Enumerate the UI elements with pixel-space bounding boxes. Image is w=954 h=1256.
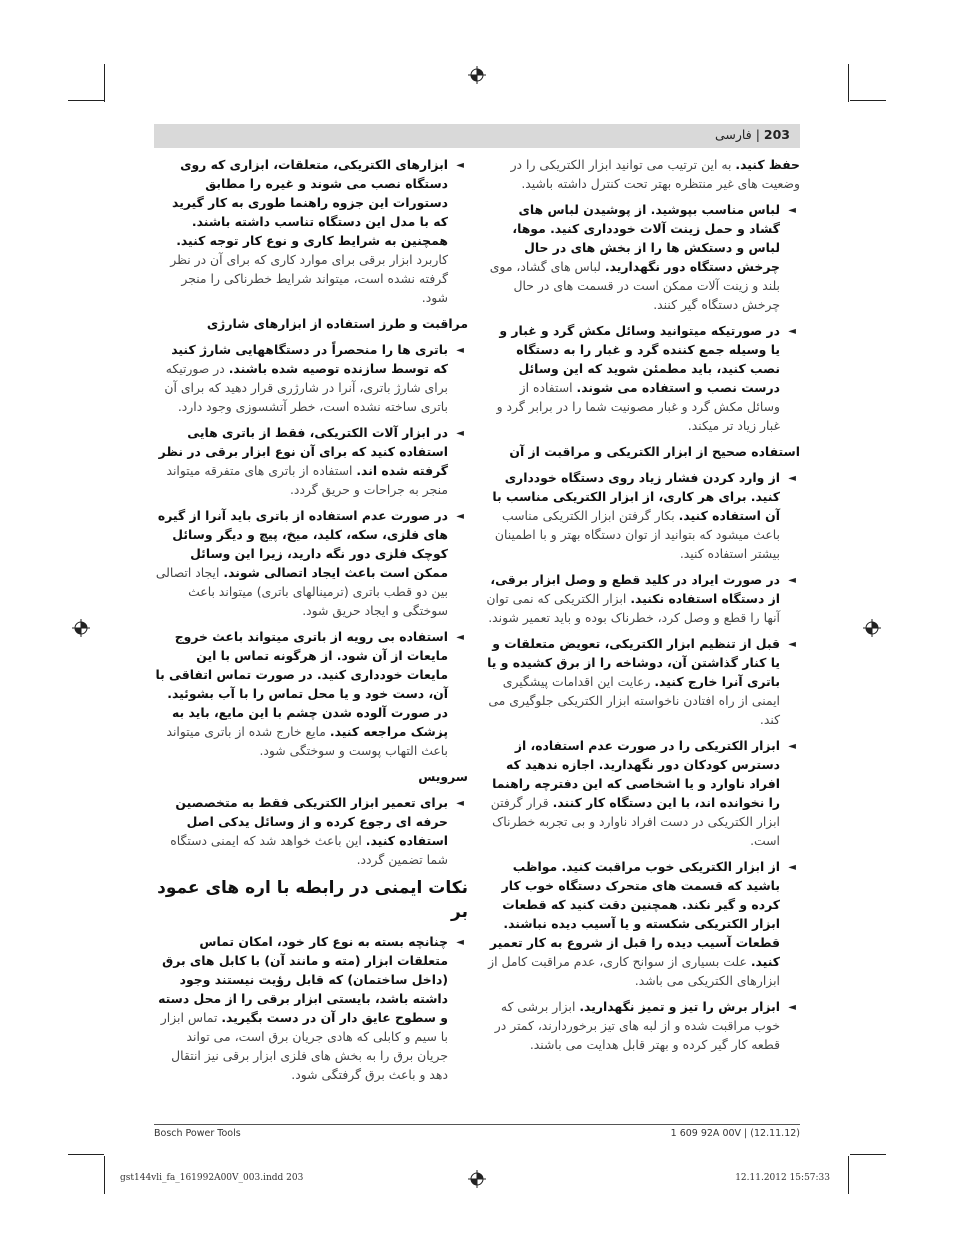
item-normal: کاربرد ابزار برقی برای موارد کاری که برای آن در نظر گرفته نشده است، میتواند شرایط خطرناکی را منجر شود. — [170, 252, 448, 305]
safety-item — [486, 570, 800, 627]
item-normal: تماس ابزار با سیم و کابلی که هادی جریان برق است، می تواند جریان برق را به بخش های فلزی ابزار برقی نیز انتقال دهد و باعث برق گرفتگی شود. — [160, 1010, 448, 1082]
bullet-triangle-icon: ◄ — [788, 1002, 796, 1013]
safety-item — [486, 321, 800, 435]
safety-item — [486, 200, 800, 314]
crop-mark — [848, 64, 849, 102]
intro-paragraph — [486, 155, 800, 193]
item-bold: استفاده بی رویه از باتری میتواند باعث خروج مایعات از آن شود. از هرگونه تماس با این مایعات خودداری کنید. در صورت تماس اتفاقی با آن، دست خود و یا محل تماس را با آب بشوئید. در صورت آلوده شدن چشم با این مایع، باید به پزشک مراجعه کنید. — [155, 629, 448, 739]
item-normal: بکار گرفتن ابزار الکتریکی مناسب باعث میشود که بتوانید از توان دستگاه بهتر و با اطمینان بیشتر استفاده کنید. — [494, 508, 780, 561]
header-separator: | — [755, 127, 760, 142]
item-bold: ابزار برش را تیز و تمیز نگهدارید. — [579, 999, 780, 1014]
item-bold: باتری ها را منحصراً در دستگاههایی شارژ کنید که توسط سازنده توصیه شده باشند. — [171, 342, 448, 376]
bullet-triangle-icon: ◄ — [456, 511, 464, 522]
registration-mark-icon — [863, 619, 881, 637]
item-normal: ابزار الکتریکی که نمی توان آنها را قطع و وصل کرد، خطرناک بوده و باید تعمیر شوند. — [486, 591, 780, 625]
section-title: نکات ایمنی در رابطه با اره های عمود بر — [157, 878, 468, 922]
crop-mark — [104, 1156, 105, 1194]
footer-rule — [154, 1124, 800, 1125]
page-number: 203 — [763, 127, 790, 142]
item-bold: چنانچه بسته به نوع کار خود، امکان تماس متعلقات ابزار (مته و مانند آن) با کابل های برق (داخل ساختمان) که قابل رؤیت نیستند وجود داشته باشد، بایستی ابزار برقی را از محل دسته و سطوح عایق دار آن در دست بگیرید. — [158, 934, 448, 1025]
item-normal: استفاده از باتری های متفرقه میتواند منجر به جراحات و حریق گردد. — [166, 463, 448, 497]
crop-mark — [850, 100, 886, 101]
item-bold: لباس مناسب بپوشید. از پوشیدن لباس های گشاد و حمل زینت آلات خودداری کنید. موها، لباس و دستکش ها را از بخش های در حال چرخش دستگاه دور نگهدارید. — [512, 202, 780, 274]
item-bold: ابزار الکتریکی را در صورت عدم استفاده، از دسترس کودکان دور نگهدارید. اجازه ندهید که افراد ناوارد و یا اشخاصی که این دفترچه راهنما را نخوانده اند، با این دستگاه کار کنند. — [492, 738, 780, 810]
item-bold: در صورت ایراد در کلید قطع و وصل ابزار برقی، از دستگاه استفاده نکنید. — [490, 572, 780, 606]
subheading-battery: مراقبت و طرز استفاده از ابزارهای شارژی — [206, 316, 468, 331]
item-normal: علت بسیاری از سوانح کاری، عدم مراقبت کامل از ابزارهای الکتریکی می باشد. — [488, 954, 780, 988]
bullet-triangle-icon: ◄ — [456, 632, 464, 643]
bullet-triangle-icon: ◄ — [788, 326, 796, 337]
crop-mark — [68, 1154, 104, 1155]
item-bold: از ابزار الکتریکی خوب مراقبت کنید. مواظب باشید که قسمت های متحرک دستگاه خوب کار کرده و گیر نکند. همچنین دقت کنید که قطعات ابزار الکتریکی شکسته و یا آسیب دیده نباشند. قطعات آسیب دیده را قبل از شروع به کار تعمیر کنید. — [489, 859, 780, 969]
intro-bold: حفظ کنید. — [735, 157, 800, 172]
bullet-triangle-icon: ◄ — [456, 160, 464, 171]
registration-mark-icon — [468, 66, 486, 84]
item-normal: رعایت این اقدامات پیشگیری ایمنی از راه افتادن ناخواسته ابزار الکتریکی جلوگیری می کند. — [488, 674, 780, 727]
registration-mark-icon — [468, 1170, 486, 1188]
safety-item — [154, 423, 468, 499]
safety-item — [154, 932, 468, 1084]
item-bold: برای تعمیر ابزار الکتریکی فقط به متخصصین حرفه ای رجوع کرده و از وسائل یدکی اصل استفاده کنید. — [175, 795, 448, 848]
safety-item — [154, 793, 468, 869]
slug-datetime: 12.11.2012 15:57:33 — [735, 1173, 830, 1183]
footer-doc-code: 1 609 92A 00V | (12.11.12) — [670, 1128, 800, 1139]
registration-mark-icon — [72, 619, 90, 637]
item-bold: در صورتیکه میتوانید وسائل مکش گرد و غبار و یا وسیله جمع کننده گرد و غبار را به دستگاه نصب کنید، باید مطمئن شوید که این وسائل درست نصب و استفاده می شوند. — [499, 323, 780, 395]
footer-brand: Bosch Power Tools — [154, 1128, 241, 1139]
item-bold: از وارد کردن فشار زیاد روی دستگاه خودداری کنید. برای هر کاری، از ابزار الکتریکی مناسب با آن استفاده کنید. — [492, 470, 780, 523]
subheading-service: سرویس — [418, 769, 468, 784]
bullet-triangle-icon: ◄ — [788, 639, 796, 650]
page-header — [154, 124, 800, 148]
safety-item — [486, 736, 800, 850]
crop-mark — [104, 64, 105, 102]
item-bold: ابزارهای الکتریکی، متعلقات، ابزاری که روی دستگاه نصب می شوند و غیره را مطابق دستورات این جزوه راهنما طوری به کار گیرید که با مدل این دستگاه تناسب داشته باشند. همچنین به شرایط کاری و نوع کار توجه کنید. — [172, 157, 448, 248]
bullet-triangle-icon: ◄ — [456, 428, 464, 439]
item-normal: در صورتیکه برای شارژ باتری، آنرا در شارژری قرار دهید که برای آن باتری ساخته نشده است، خطر آتشسوزی وجود دارد. — [164, 361, 448, 414]
bullet-triangle-icon: ◄ — [788, 575, 796, 586]
bullet-triangle-icon: ◄ — [788, 473, 796, 484]
safety-item — [154, 506, 468, 620]
item-normal: لباس های گشاد، موی بلند و زینت آلات ممکن است در قسمت های در حال چرخش دستگاه گیر کنند. — [489, 259, 780, 312]
bullet-triangle-icon: ◄ — [456, 937, 464, 948]
item-normal: استفاده از وسائل مکش گرد و غبار مصونیت شما را در برابر گرد و غبار زیاد تر میکند. — [496, 380, 780, 433]
bullet-triangle-icon: ◄ — [456, 345, 464, 356]
right-column — [486, 155, 800, 1061]
safety-item — [154, 155, 468, 307]
bullet-triangle-icon: ◄ — [788, 741, 796, 752]
safety-item — [154, 627, 468, 760]
bullet-triangle-icon: ◄ — [788, 862, 796, 873]
crop-mark — [68, 100, 104, 101]
item-normal: مایع خارج شده از باتری میتواند باعث التهاب پوست و سوختگی شود. — [166, 724, 448, 758]
item-bold: قبل از تنظیم ابزار الکتریکی، تعویض متعلقات و یا کنار گذاشتن آن، دوشاخه را از برق کشیده و یا باتری آنرا خارج کنید. — [487, 636, 780, 689]
header-language: فارسی — [715, 127, 752, 142]
crop-mark — [848, 1156, 849, 1194]
left-column — [154, 155, 468, 1091]
item-normal: قرار گرفتن ابزار الکتریکی در دست افراد ناوارد و بی تجربه خطرناک است. — [490, 795, 780, 848]
item-bold: در صورت عدم استفاده از باتری باید آنرا از گیره های فلزی، سکه، کلید، میخ، پیچ و دیگر وسائل کوچک فلزی دور نگه دارید، زیرا این وسائل ممکن است باعث ایجاد اتصالی شوند. — [157, 508, 448, 580]
bullet-triangle-icon: ◄ — [788, 205, 796, 216]
slug-file: gst144vli_fa_161992A00V_003.indd 203 — [120, 1173, 304, 1183]
safety-item — [486, 468, 800, 563]
safety-item — [486, 634, 800, 729]
bullet-triangle-icon: ◄ — [456, 798, 464, 809]
safety-item — [486, 857, 800, 990]
item-normal: ابزار برشی که خوب مراقبت شده و از لبه های تیز برخوردارند، کمتر در قطعه کار گیر کرده و بهتر قابل هدایت می باشند. — [494, 999, 780, 1052]
header-text — [715, 127, 790, 142]
subheading-tool-use: استفاده صحیح از ابزار الکتریکی و مراقبت از آن — [509, 444, 800, 459]
safety-item — [154, 340, 468, 416]
intro-normal: به این ترتیب می توانید ابزار الکتریکی را در وضعیت های غیر منتظره بهتر تحت کنترل داشته باشید. — [510, 157, 800, 191]
item-bold: در ابزار آلات الکتریکی، فقط از باتری هایی استفاده کنید که برای آن نوع ابزار برقی در نظر گرفته شده اند. — [158, 425, 448, 478]
item-normal: ایجاد اتصالی بین دو قطب باتری (ترمینالهای باتری) میتواند باعث سوختگی و ایجاد حریق شود. — [155, 565, 448, 618]
safety-item — [486, 997, 800, 1054]
crop-mark — [850, 1154, 886, 1155]
item-normal: این باعث خواهد شد که ایمنی دستگاه شما تضمین گردد. — [170, 833, 448, 867]
